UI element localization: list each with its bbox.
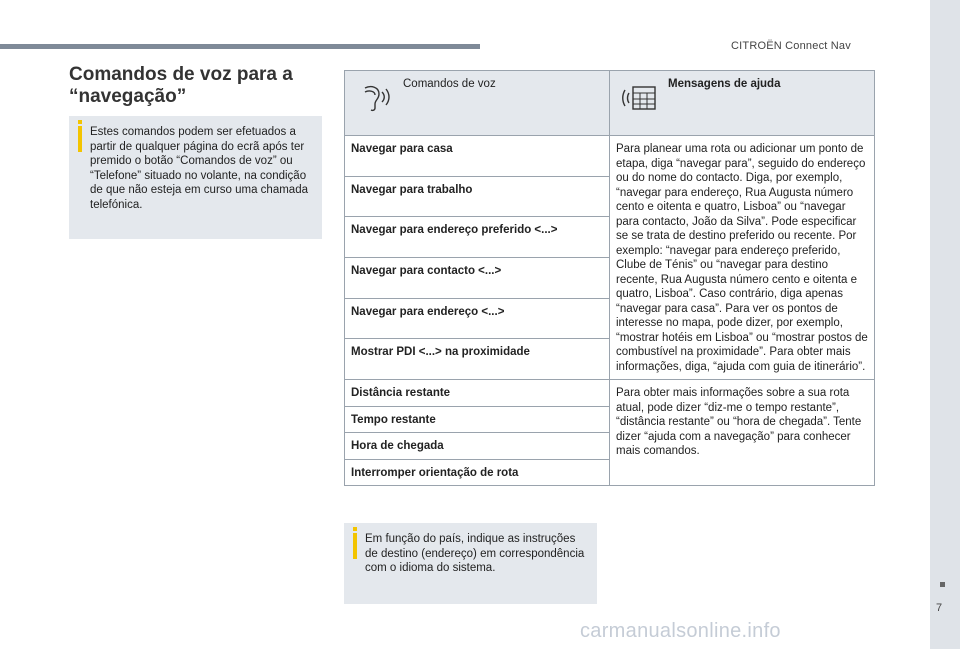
col-header-commands	[345, 71, 610, 136]
command-cell: Navegar para endereço <...>	[345, 298, 610, 339]
command-cell: Hora de chegada	[345, 433, 610, 460]
command-cell: Interromper orientação de rota	[345, 459, 610, 486]
help-cell-route: Para obter mais informações sobre a sua rota atual, pode dizer “diz-me o tempo restante”, “distância restante” ou “hora de chegada”. Tente dizer “ajuda com a navegação” para conhecer mais comandos.	[610, 380, 875, 486]
command-cell: Navegar para contacto <...>	[345, 257, 610, 298]
command-cell: Tempo restante	[345, 406, 610, 433]
command-cell: Navegar para endereço preferido <...>	[345, 217, 610, 258]
voice-commands-table	[344, 70, 875, 486]
header-bar	[0, 44, 480, 49]
info-note-top-text: Estes comandos podem ser efetuados a partir de qualquer página do ecrã após ter premido o botão “Comandos de voz” ou “Telefone” situado no volante, na condição de que não esteja em curso uma chamada telefónica.	[90, 126, 308, 211]
col-header-commands-label: Comandos de voz	[403, 78, 496, 90]
help-cell-navigation: Para planear uma rota ou adicionar um ponto de etapa, diga “navegar para”, seguido do endereço ou do nome do contacto. Diga, por exemplo, “navegar para endereço, Rua Augusta número cento e oitenta e quatro, Lisboa” ou “navegar para contacto, João da Silva”. Pode especificar se se trata de destino preferido ou recente. Por exemplo: “navegar para endereço preferido, Clube de Ténis” ou “navegar para destino recente, Rua Augusta número cento e oitenta e quatro, Lisboa”. Caso contrário, diga apenas “navegar para casa”. Para ver os pontos de interesse no mapa, pode dizer, por exemplo, “mostrar hotéis em Lisboa” ou “mostrar postos de combustível na proximidade”. Para obter mais informações, diga, “ajuda com guia de itinerário”.	[610, 136, 875, 380]
page-title: Comandos de voz para a “navegação”	[69, 64, 293, 107]
table-row	[345, 136, 875, 177]
help-message-icon	[622, 84, 658, 117]
voice-command-icon	[357, 84, 393, 117]
command-cell: Mostrar PDI <...> na proximidade	[345, 339, 610, 380]
page-side-strip	[930, 0, 960, 649]
table-header-row	[345, 71, 875, 136]
info-note-bottom-text: Em função do país, indique as instruções de destino (endereço) em correspondência com o idioma do sistema.	[365, 533, 585, 574]
watermark: carmanualsonline.info	[580, 620, 781, 642]
info-note-bottom	[344, 523, 597, 604]
table-row	[345, 380, 875, 407]
header-brand: CITROËN Connect Nav	[731, 40, 851, 52]
col-header-help-label: Mensagens de ajuda	[668, 78, 781, 90]
command-cell: Navegar para casa	[345, 136, 610, 177]
page-marker	[940, 582, 945, 587]
info-note-top	[69, 116, 322, 239]
page-number: 7	[936, 602, 943, 614]
info-icon	[78, 126, 82, 152]
col-header-help	[610, 71, 875, 136]
command-cell: Navegar para trabalho	[345, 176, 610, 217]
info-icon	[353, 533, 357, 559]
command-cell: Distância restante	[345, 380, 610, 407]
